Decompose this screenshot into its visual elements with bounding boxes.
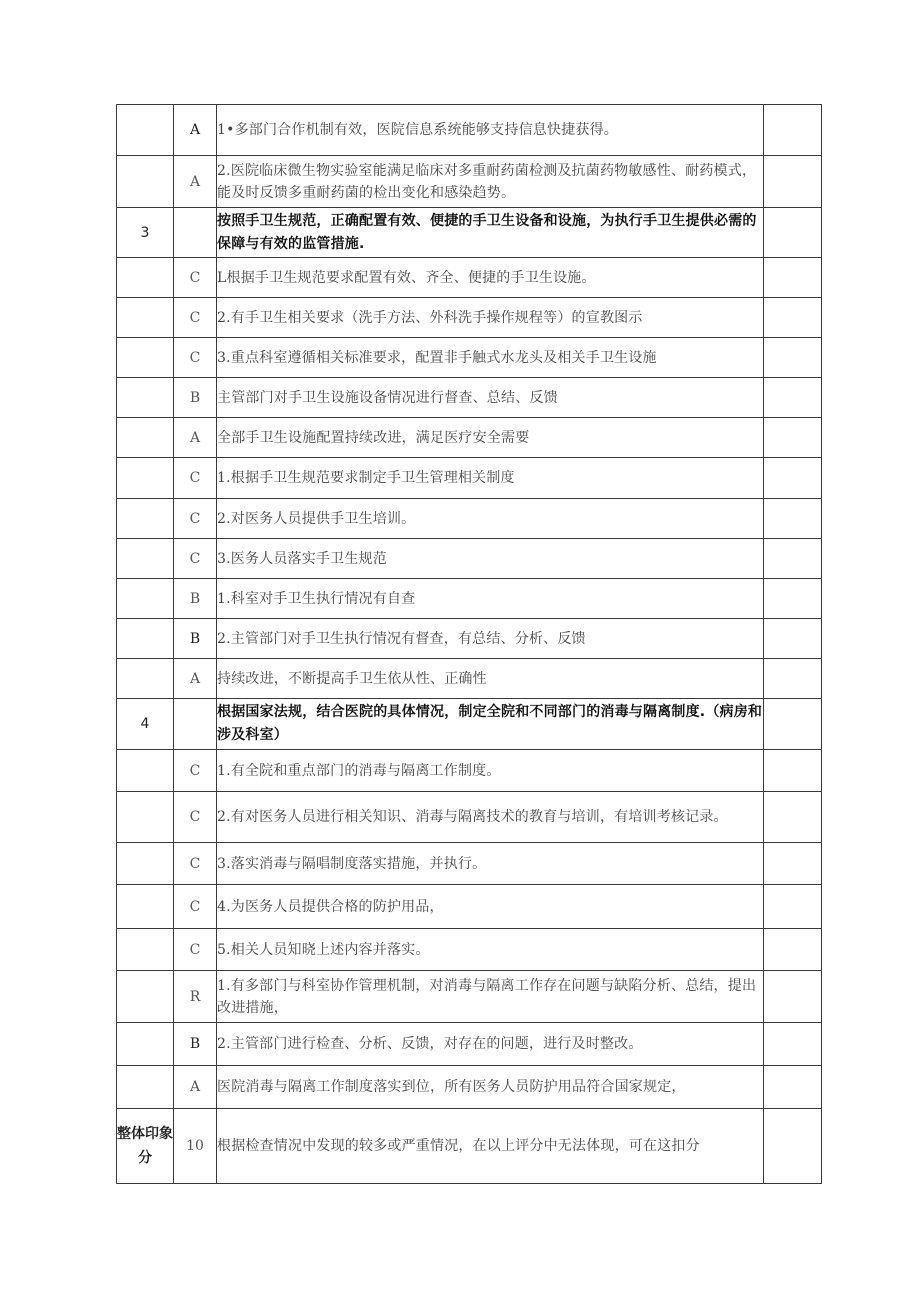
table-row <box>117 1109 822 1184</box>
item-number <box>117 298 174 338</box>
criterion-text: 2.有对医务人员进行相关知识、消毒与隔离技术的教育与培训，有培训考核记录。 <box>217 792 764 843</box>
item-number <box>117 659 174 699</box>
item-number <box>117 843 174 885</box>
score-cell <box>764 929 822 971</box>
score-cell <box>764 659 822 699</box>
grade-level: C <box>174 458 217 499</box>
item-number: 4 <box>117 699 174 750</box>
grade-level: B <box>174 579 217 619</box>
table-row <box>117 929 822 971</box>
score-cell <box>764 156 822 208</box>
grade-level <box>174 208 217 258</box>
criterion-text: 3.医务人员落实手卫生规范 <box>217 539 764 579</box>
table-row <box>117 156 822 208</box>
item-number <box>117 258 174 298</box>
criterion-text: 全部手卫生设施配置持续改进，满足医疗安全需要 <box>217 418 764 458</box>
score-cell <box>764 458 822 499</box>
item-number <box>117 929 174 971</box>
item-number <box>117 619 174 659</box>
criterion-text: 4.为医务人员提供合格的防护用品， <box>217 885 764 929</box>
section-heading: 按照手卫生规范，正确配置有效、便捷的手卫生设备和设施，为执行手卫生提供必需的保障与有效的监管措施. <box>217 208 764 258</box>
criterion-text: 2.主管部门进行检查、分析、反馈，对存在的问题，进行及时整改。 <box>217 1023 764 1066</box>
item-number <box>117 539 174 579</box>
score-cell <box>764 105 822 156</box>
criterion-text: 2.主管部门对手卫生执行情况有督查，有总结、分析、反馈 <box>217 619 764 659</box>
grade-level: A <box>174 418 217 458</box>
score-cell <box>764 750 822 792</box>
grade-level: C <box>174 929 217 971</box>
scoring-table <box>116 104 822 1184</box>
criterion-text: 2.医院临床微生物实验室能满足临床对多重耐药菌检测及抗菌药物敏感性、耐药模式，能及时反馈多重耐药菌的检出变化和感染趋势。 <box>217 156 764 208</box>
table-row <box>117 298 822 338</box>
grade-level: C <box>174 539 217 579</box>
criterion-text: 1.有全院和重点部门的消毒与隔离工作制度。 <box>217 750 764 792</box>
grade-level: C <box>174 792 217 843</box>
section-heading: 根据国家法规，结合医院的具体情况，制定全院和不同部门的消毒与隔离制度.（病房和涉及科室） <box>217 699 764 750</box>
grade-level: A <box>174 156 217 208</box>
score-cell <box>764 843 822 885</box>
score-cell <box>764 1109 822 1184</box>
item-number <box>117 1023 174 1066</box>
table-row <box>117 699 822 750</box>
item-number <box>117 971 174 1023</box>
grade-level: A <box>174 659 217 699</box>
grade-level: B <box>174 619 217 659</box>
grade-level: C <box>174 298 217 338</box>
criterion-text: 根据检查情况中发现的较多或严重情况，在以上评分中无法体现，可在这扣分 <box>217 1109 764 1184</box>
score-cell <box>764 885 822 929</box>
table-row <box>117 458 822 499</box>
item-number <box>117 105 174 156</box>
grade-level: R <box>174 971 217 1023</box>
grade-level: C <box>174 338 217 378</box>
item-number <box>117 579 174 619</box>
score-cell <box>764 298 822 338</box>
score-cell <box>764 579 822 619</box>
grade-level: C <box>174 499 217 539</box>
item-number <box>117 750 174 792</box>
table-row <box>117 418 822 458</box>
table-row <box>117 659 822 699</box>
criterion-text: 持续改进，不断提高手卫生依从性、正确性 <box>217 659 764 699</box>
score-cell <box>764 258 822 298</box>
score-cell <box>764 418 822 458</box>
item-number: 3 <box>117 208 174 258</box>
score-cell <box>764 208 822 258</box>
table-row <box>117 539 822 579</box>
criterion-text: 医院消毒与隔离工作制度落实到位，所有医务人员防护用品符合国家规定， <box>217 1066 764 1109</box>
criterion-text: 2.有手卫生相关要求（洗手方法、外科洗手操作规程等）的宣教图示 <box>217 298 764 338</box>
grade-level: C <box>174 258 217 298</box>
table-row <box>117 843 822 885</box>
score-cell <box>764 499 822 539</box>
item-number <box>117 156 174 208</box>
criterion-text: 2.对医务人员提供手卫生培训。 <box>217 499 764 539</box>
score-cell <box>764 1023 822 1066</box>
criterion-text: 1.有多部门与科室协作管理机制，对消毒与隔离工作存在问题与缺陷分析、总结，提出改进措施， <box>217 971 764 1023</box>
criterion-text: 3.重点科室遵循相关标准要求，配置非手触式水龙头及相关手卫生设施 <box>217 338 764 378</box>
grade-level: A <box>174 105 217 156</box>
table-row <box>117 885 822 929</box>
grade-level: A <box>174 1066 217 1109</box>
item-number <box>117 378 174 418</box>
table-row <box>117 750 822 792</box>
table-row <box>117 499 822 539</box>
table-row <box>117 971 822 1023</box>
grade-level: C <box>174 843 217 885</box>
criterion-text: 主管部门对手卫生设施设备情况进行督查、总结、反馈 <box>217 378 764 418</box>
table-row <box>117 579 822 619</box>
grade-level <box>174 699 217 750</box>
table-row <box>117 378 822 418</box>
item-number <box>117 418 174 458</box>
item-number <box>117 885 174 929</box>
score-cell <box>764 539 822 579</box>
item-number <box>117 458 174 499</box>
criterion-text: 1•多部门合作机制有效，医院信息系统能够支持信息快捷获得。 <box>217 105 764 156</box>
table-row <box>117 338 822 378</box>
table-row <box>117 105 822 156</box>
item-number <box>117 338 174 378</box>
score-cell <box>764 699 822 750</box>
criterion-text: 5.相关人员知晓上述内容并落实。 <box>217 929 764 971</box>
item-number <box>117 792 174 843</box>
table-row <box>117 792 822 843</box>
grade-level: C <box>174 885 217 929</box>
criterion-text: 1.根据手卫生规范要求制定手卫生管理相关制度 <box>217 458 764 499</box>
table-row <box>117 1066 822 1109</box>
score-cell <box>764 378 822 418</box>
score-cell <box>764 619 822 659</box>
item-number <box>117 499 174 539</box>
criterion-text: 3.落实消毒与隔唱制度落实措施，并执行。 <box>217 843 764 885</box>
item-number: 整体印象分 <box>117 1109 174 1184</box>
criterion-text: L根据手卫生规范要求配置有效、齐全、便捷的手卫生设施。 <box>217 258 764 298</box>
grade-level: B <box>174 1023 217 1066</box>
table-row <box>117 1023 822 1066</box>
grade-level: C <box>174 750 217 792</box>
item-number <box>117 1066 174 1109</box>
score-cell <box>764 971 822 1023</box>
grade-level: 10 <box>174 1109 217 1184</box>
grade-level: B <box>174 378 217 418</box>
score-cell <box>764 1066 822 1109</box>
table-row <box>117 619 822 659</box>
table-row <box>117 208 822 258</box>
score-cell <box>764 338 822 378</box>
table-row <box>117 258 822 298</box>
score-cell <box>764 792 822 843</box>
criterion-text: 1.科室对手卫生执行情况有自查 <box>217 579 764 619</box>
